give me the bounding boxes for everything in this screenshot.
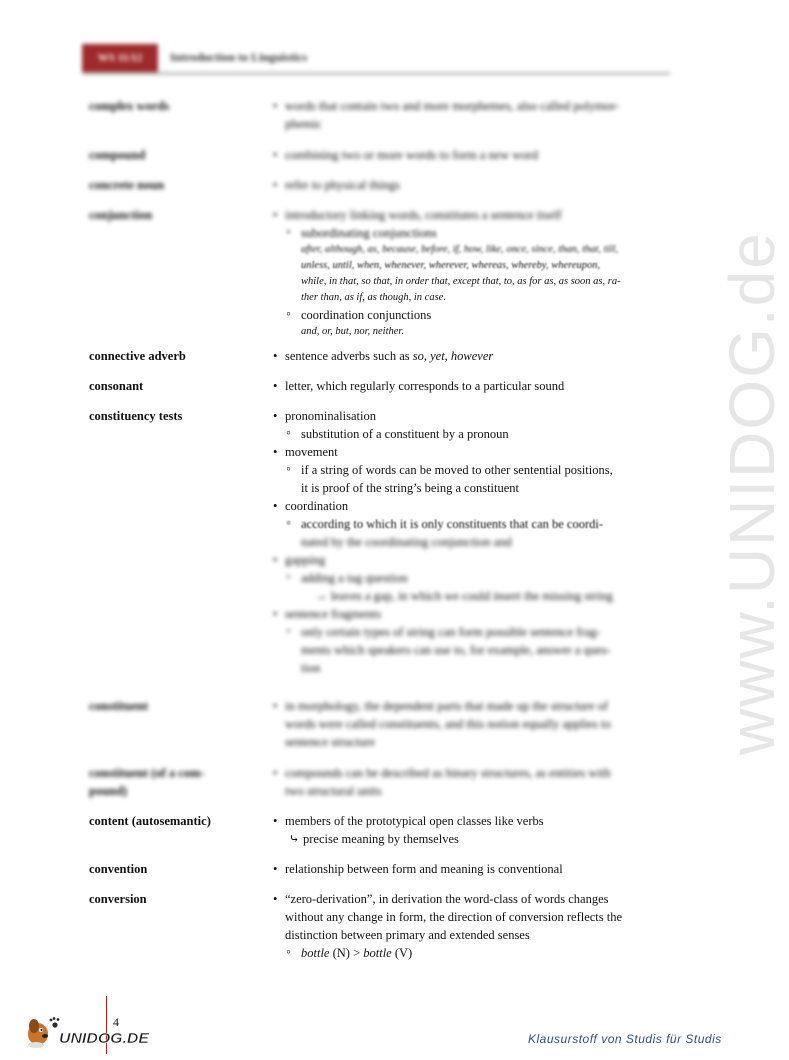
definition <box>273 206 663 340</box>
unidog-logo <box>22 1012 150 1050</box>
term-line: pound) <box>89 784 128 798</box>
glossary-entry-concrete-noun <box>89 176 664 196</box>
glossary-entry-convention <box>89 860 664 880</box>
sub-bullet-continuation: tion <box>301 661 321 675</box>
bullet-item: • words that contain two and more morphemes, also called polymor- <box>273 97 663 115</box>
hook-arrow-icon: ⤷ <box>289 832 300 846</box>
bullet-item: • movement <box>273 443 663 461</box>
example-list: while, in that, so that, in order that, except that, to, as for as, as soon as, ra- <box>301 276 621 287</box>
bullet-continuation: sentence structure <box>285 735 375 749</box>
bullet-item: • in morphology, the dependent parts that made up the structure of <box>273 697 663 715</box>
sub-bullet-item: ◦ substitution of a constituent by a pronoun <box>273 425 663 443</box>
definition <box>273 812 663 848</box>
glossary-entry-conjunction <box>89 206 664 338</box>
page-header <box>82 44 670 74</box>
definition <box>273 146 663 164</box>
example-list: ther than, as if, as though, in case. <box>301 292 446 303</box>
term <box>89 764 257 800</box>
bullet-continuation: two structural units <box>285 784 382 798</box>
paw-print-icon <box>50 1017 60 1028</box>
sub-bullet-item: ◦ if a string of words can be moved to other sentential positions, <box>273 461 663 479</box>
example-list: after, although, as, because, before, if, how, like, once, since, than, that, till, <box>301 244 618 255</box>
dog-mascot-icon <box>28 1019 48 1048</box>
sub-bullet-continuation: it is proof of the string’s being a constituent <box>301 481 520 495</box>
sub-bullet-continuation: nated by the coordinating conjunction and <box>301 535 512 549</box>
glossary-entry-constituency-tests <box>89 407 664 687</box>
bullet-item <box>273 347 663 365</box>
definition-text: sentence adverbs such as <box>285 349 413 363</box>
glossary-entry-conversion <box>89 890 664 966</box>
term: conjunction <box>89 208 153 222</box>
bullet-item: • compounds can be described as binary structures, as entities with <box>273 764 663 782</box>
bullet-item: • gapping <box>273 551 663 569</box>
bullet-item: • relationship between form and meaning is conventional <box>273 860 663 878</box>
example-word: bottle <box>363 946 392 960</box>
term: connective adverb <box>89 349 186 363</box>
glossary-entry-constituent-compound <box>89 764 664 802</box>
definition <box>273 377 663 395</box>
term: complex words <box>89 99 170 113</box>
sub-bullet-item <box>273 944 663 962</box>
bullet-item: • sentence fragments <box>273 605 663 623</box>
glossary-entry-complex-words <box>89 97 664 135</box>
example-pos: (V) <box>391 946 413 960</box>
bullet-item: • pronominalisation <box>273 407 663 425</box>
sub-bullet-item: ◦ subordinating conjunctions <box>273 224 663 242</box>
header-divider <box>82 72 670 75</box>
course-title: Introduction to Linguistics <box>170 50 308 64</box>
bullet-item: • coordination <box>273 497 663 515</box>
arrow-note: → leaves a gap, in which we could insert the missing string <box>315 589 613 603</box>
sub-bullet-continuation: ments which speakers can use to, for example, answer a ques- <box>301 643 611 657</box>
bullet-item: • “zero-derivation”, in derivation the word-class of words changes <box>273 890 663 908</box>
glossary-entry-consonant <box>89 377 664 397</box>
bullet-item: • members of the prototypical open classes like verbs <box>273 812 663 830</box>
term: conversion <box>89 892 147 906</box>
example-word: bottle <box>301 946 330 960</box>
footer-tagline: Klausurstoff von Studis für Studis <box>528 1032 722 1046</box>
term: concrete noun <box>89 178 165 192</box>
page-number: 4 <box>113 1015 119 1029</box>
glossary-entry-compound <box>89 146 664 166</box>
bullet-item: • refer to physical things <box>273 176 663 194</box>
definition <box>273 176 663 194</box>
definition <box>273 347 663 365</box>
sub-bullet-item: ◦ only certain types of string can form possible sentence frag- <box>273 623 663 641</box>
glossary-entry-content <box>89 812 664 850</box>
logo-wordmark: UNIDOG.DE <box>59 1030 151 1047</box>
consequence-text: precise meaning by themselves <box>303 832 459 846</box>
bullet-item: • introductory linking words, constitutes a sentence itself <box>273 206 663 224</box>
definition <box>273 860 663 878</box>
sub-bullet-item: ◦ according to which it is only constituents that can be coordi- <box>273 515 663 533</box>
definition-examples: so, yet, however <box>412 349 494 363</box>
term: convention <box>89 862 148 876</box>
bullet-continuation: distinction between primary and extended senses <box>285 928 530 942</box>
bullet-continuation: words were called constituents, and this notion equally applies to <box>285 717 611 731</box>
sub-bullet-item: ◦ coordination conjunctions <box>273 306 663 324</box>
bullet-item: • letter, which regularly corresponds to a particular sound <box>273 377 663 395</box>
bullet-continuation: without any change in form, the direction of conversion reflects the <box>285 910 623 924</box>
example-pos: (N) > <box>329 946 364 960</box>
bullet-continuation: phemic <box>285 117 322 131</box>
example-list: unless, until, when, whenever, wherever, whereas, whereby, whereupon, <box>301 260 601 271</box>
glossary-entry-constituent <box>89 697 664 753</box>
semester-badge: WS 11/12 <box>82 44 158 72</box>
watermark-text: www.UNIDOG.de <box>716 231 788 755</box>
definition <box>273 697 663 751</box>
definition <box>273 764 663 800</box>
example-list: and, or, but, nor, neither. <box>301 326 404 337</box>
term: content (autosemantic) <box>89 814 211 828</box>
definition <box>273 407 663 677</box>
term-line: constituent (of a com- <box>89 766 205 780</box>
term: constituent <box>89 699 149 713</box>
term: compound <box>89 148 146 162</box>
term: consonant <box>89 379 144 393</box>
consequence-line <box>273 830 663 848</box>
definition <box>273 97 663 133</box>
definition <box>273 890 663 962</box>
sub-bullet-item: ◦ adding a tag question <box>273 569 663 587</box>
glossary-entry-connective-adverb <box>89 347 664 367</box>
term: constituency tests <box>89 409 183 423</box>
bullet-item: • combining two or more words to form a new word <box>273 146 663 164</box>
